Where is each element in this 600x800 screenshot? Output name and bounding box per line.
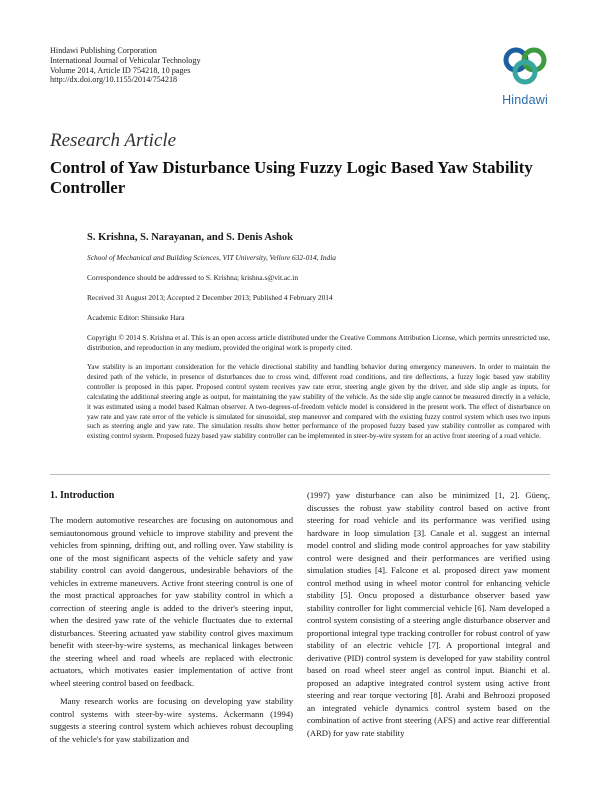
article-type: Research Article [50,130,177,151]
intro-column-right [307,489,550,739]
intro-paragraph: Many research works are focusing on developing yaw stability control systems with steer-by-wire systems. Ackermann (1994) suggests a steering control system which achieves robust decoupling of the vehicle's for yaw stabilization and [50,696,293,744]
affiliation: School of Mechanical and Building Sciences, VIT University, Vellore 632-014, India [87,253,336,262]
copyright-notice: Copyright © 2014 S. Krishna et al. This is an open access article distributed under the Creative Commons Attribution License, which permits unrestricted use, distribution, and reproduction in any medium, provided the original work is properly cited. [87,333,550,352]
logo-text: Hindawi [502,93,548,107]
intro-column-left [50,514,293,745]
journal-name: International Journal of Vehicular Technology [50,55,201,65]
author-list: S. Krishna, S. Narayanan, and S. Denis Ashok [87,232,293,243]
abstract: Yaw stability is an important consideration for the vehicle directional stability and handling behavior during emergency maneuvers. In order to maintain the desired path of the vehicle, in presence of disturbances due to cross wind, different road conditions, and tire deflections, a fuzzy logic based yaw stability controller is proposed in this paper. Proposed control system receives yaw rate error, steering angle given by the driver, and side slip angle as inputs, for calculating the additional steering angle as output, for maintaining the yaw stability of the vehicle. As the side slip angle cannot be measured directly in a vehicle, it was estimated using a model based Kalman observer. A two-degrees-of-freedom vehicle model is considered in the present work. The effect of disturbance on yaw rate and yaw rate error of the vehicle is simulated for sinusoidal, step maneuver and compared with the existing fuzzy control system which uses two inputs such as steering angle and yaw rate. The simulation results show better performance of the proposed fuzzy based yaw stability controller as compared with existing control system. Proposed fuzzy based yaw stability controller can be implemented in steer-by-wire system for an active front steering of a road vehicle. [87,363,550,441]
section-heading: 1. Introduction [50,490,115,501]
section-divider [50,474,550,475]
correspondence: Correspondence should be addressed to S. Krishna; krishna.s@vit.ac.in [87,273,299,282]
journal-header [50,46,201,85]
publication-dates: Received 31 August 2013; Accepted 2 December 2013; Published 4 February 2014 [87,293,333,302]
academic-editor: Academic Editor: Shinsuke Hara [87,313,185,322]
volume-line: Volume 2014, Article ID 754218, 10 pages [50,65,191,75]
publisher-line: Hindawi Publishing Corporation [50,46,157,55]
hindawi-logo-icon [494,44,556,88]
intro-paragraph: (1997) yaw disturbance can also be minimized [1, 2]. Güenç, discusses the robust yaw stability control based on active front steering for road vehicle and its performance was verified using hardware in loop simulation [3]. Canale et al. suggest an internal model control and sliding mode control approaches for yaw stability control were designed and their performances are verified using simulation studies [4]. Falcone et al. proposed direct yaw moment control method using in wheel motor control for enhancing vehicle stability [5]. Oncu proposed a disturbance observer based yaw stability controller for light commercial vehicle [6]. Nam developed a control system consisting of a steering angle disturbance observer and proportional integral type tracking controller for robust control of yaw stability of an electric vehicle [7]. A proportional integral and derivative (PID) control system is developed for yaw stability control based on road wheel steer angel as control input. Bianchi et al. proposed an adaptive integrated control system using active front steering and rear torque vectoring [8]. Arabi and Behroozi proposed an integrated vehicle dynamics control system based on the combination of active front steering (AFS) and active rear differential (ARD) for yaw rate stability [307,490,550,738]
intro-paragraph: The modern automotive researches are focusing on autonomous and semiautonomous ground vehicle to improve stability and prevent the vehicles from spinning, drifting out, and rolling over. Yaw stability is one of the most significant aspects of the vehicle safety and yaw stability control can avoid dangerous, undesirable behaviors of the vehicles in extreme maneuvers. Active front steering control is one of the most practical approaches for yaw stability control in which a correction of steering angle is added to the driver's steering input, when the desired yaw rate of the vehicle fluctuates due to external disturbances. Steering actuated yaw stability control gives maximum benefit with steer-by-wire systems, as mechanical linkages between the steering wheel and road wheels are replaced with electronic actuators, which motivates easier implementation of active front wheel steering control based on feedback. [50,515,293,688]
hindawi-logo [494,44,556,106]
doi-link[interactable]: http://dx.doi.org/10.1155/2014/754218 [50,75,178,85]
paper-title: Control of Yaw Disturbance Using Fuzzy Logic Based Yaw Stability Controller [50,158,533,197]
